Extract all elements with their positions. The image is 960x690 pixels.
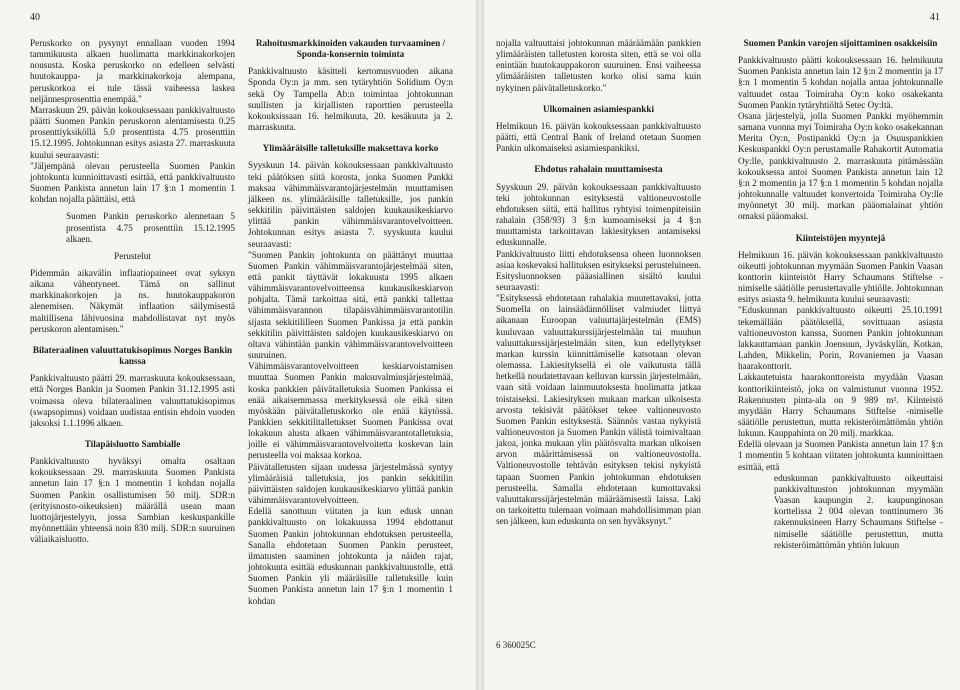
paragraph: "Esityksessä ehdotetaan rahalakia muutettavaksi, jotta Suomella on lainsäädännölliset valmiudet liittyä aikanaan Euroopan valuuttajärjestelmän (EMS) kuuluvaan valuuttakurssijärjestelmään tai muuhun valuuttakurssijärjestelmään siten, kun edellytykset markan kurssin kiinnittämiselle katsotaan olevan olemassa. Lakiesityksellä ei ole vaikutusta tällä hetkellä noudatettavaan kelluvan kurssin järjestelmään, vaan sitä voidaan lainmuutoksesta huolimatta jatkaa toistaiseksi. Lakiesityksen mukaan markan ulkoisesta arvosta tekisivät päätökset tekee valtioneuvosto Suomen Pankin esityksestä. Säännös vastaa nykyistä valtioneuvoston ja Suomen Pankin välistä toimivaltaan jakoa, jonka mukaan ylin päätösvalta markan ulkoisen arvon määrittämisessä on valtioneuvostolla. Valtioneuvostolle tehtävän esityksen tekisi nykyistä tapaan Suomen Pankin johtokunnan ehdotuksen perusteella. Samalla ehdotetaan kumottavaksi valuuttakurssijärjestelmän määräämisestä laissa. Laki on tarkoitettu tulemaan voimaan mahdollisimman pian sen jälkeen, kun eduskunta on sen hyväksynyt." — [496, 293, 701, 527]
page-number-right: 41 — [930, 12, 940, 23]
section-heading: Bilateraalinen valuuttatukisopimus Norges Bankin kanssa — [32, 344, 233, 367]
book-gutter — [476, 0, 484, 690]
paragraph: Pankkivaltuusto päätti kokouksessaan 16. helmikuuta Suomen Pankista annetun lain 12 §:n 2 momentin ja 17 §:n 1 momentin 5 kohdan nojalla antaa johtokunnalle valtuudet ostaa Toimiraha Oy:n koko osakekanta Suomen Pankin tytäryhtiöltä Setec Oy:ltä. — [738, 55, 943, 110]
paragraph: Päivätalletusten sijaan uudessa järjestelmässä syntyy ylimääräisiä talletuksia, jos pankin sekkitilin päivittäisten saldojen kuukausikeskiarvo ylittää pankin vähimmäisvarantovelvoitteen. — [248, 461, 453, 506]
section-heading: Suomen Pankin varojen sijoittaminen osakkeisiin — [743, 38, 938, 48]
column-2 — [248, 38, 453, 607]
paragraph: Vähimmäisvarantovelvoitteen keskiarvoistamisen muuttaa Suomen Pankin maksuvalmiusjärjestelmää, koska pankkien päivätalletuksia Suomen Pankissa ei enää aikaisemmassa merkityksessä ole eikä siten myöskään päivätalletuskorko ole enää käytössä. Pankkien sekkitilitalletukset Suomen Pankissa ovat lokakuun alusta alkaen vähimmäisvarantotalletuksia, joille ei vähimmäisvarantovelvoitetta koskevan lain perusteella voi maksaa korkoa. — [248, 361, 453, 461]
paragraph: nojalla valtuuttaisi johtokunnan määräämään pankkien ylimääräisten talletusten korosta siten, että se voi olla enintään huutokauppakoron suuruinen. Ensi vaiheessa ylimääräisten talletusten korko olisi sama kuin nykyinen päivätalletuskorko." — [496, 38, 701, 93]
paragraph: Osana järjestelyä, jolla Suomen Pankki myöhemmin samana vuonna myi Toimiraha Oy:n koko osakekannan Merita Oy:n, Postipankki Oy:n ja Osuuspankkien Keskuspankki Oy:n perustamalle Rahakortit Automatia Oy:lle, pankkivaltuusto 2. marraskuuta pitämässään kokouksessa antoi Suomen Pankista annetun lain 12 §:n 2 momentin ja 17 §:n 1 momentin 5 kohdan nojalla johtokunnalle valtuudet konvertoida Toimiraha Oy:lle myönnetyt 30 milj. markan pääomalainat yhtiön omaksi pääomaksi. — [738, 110, 943, 222]
section-heading: Kiinteistöjen myyntejä — [795, 232, 886, 243]
right-page — [484, 0, 960, 690]
paragraph: Pankkivaltuusto liitti ehdotuksensa oheen luonnoksen asiaa koskevaksi hallituksen esitykseksi perusteluineen. Esitysluonnoksen pääasiallinen sisältö kuului seuraavasti: — [496, 248, 701, 292]
column-3 — [496, 38, 701, 527]
paragraph: "Eduskunnan pankkivaltuusto oikeutti 25.10.1991 tekemällään päätöksellä, sovittuaan asiasta valtioneuvoston kanssa, Suomen Pankin johtokunnan lakkauttamaan pankin Joensuun, Jyväskylän, Kotkan, Lahden, Mikkelin, Porin, Rovaniemen ja Vaasan haarakonttorit. — [738, 305, 943, 372]
paragraph: Lakkautetuista haarakonttoreista myydään Vaasan konttorikiinteistö, joka on valmistunut vuonna 1952. Rakennusten pinta-ala on 9 989 m². Kiinteistö myydään Harry Schaumans Stiftelse -nimiselle säätiölle perustettun, mutta rekisteröimättömän yhtiön lukuun. Kauppahinta on 20 milj. markkaa. — [738, 372, 943, 439]
paragraph: Peruskorko on pysynyt ennallaan vuoden 1994 tammikuusta alkaen huolimatta markkinakorkojen noususta. Koska peruskorko on edelleen selvästi huutokauppa- ja markkinakorkoja alempana, peruskorkoa ei tule tässä vaiheessa laskea neljännesprosenttia enempää." — [30, 38, 235, 104]
paragraph: eduskunnan pankkivaltuusto oikeuttaisi pankkivaltuuston johtokunnan myymään Vaasan kaupungin 2. kaupunginosan korttelissa 2 004 olevan tonttinumero 36 rakennuksineen Harry Schaumans Stiftelse -nimiselle säätiölle perustettun, mutta rekisteröimättömän yhtiön lukuun — [774, 472, 943, 550]
paragraph: Pankkivaltuusto päätti 29. marraskuuta kokouksessaan, että Norges Bankin ja Suomen Pankin 31.12.1995 asti voimassa oleva bilateraalinen valuuttatukisopimus (swapsopimus) voidaan uudistaa entisin ehdoin vuoden jaksoksi 1.1.1996 alkaen. — [30, 373, 235, 428]
paragraph: Pidemmän aikavälin inflaatiopaineet ovat syksyn aikana vähentyneet. Tämä on sallinut markkinakorkojen ja ns. huutokauppakoron alenemisen. Näkymät inflaation säilymisestä maltillisena lähivuosina mahdollistavat nyt myös peruskoron alentamisen." — [30, 267, 235, 334]
paragraph: Helmikuun 16. päivän kokouksessaan pankkivaltuusto oikeutti johtokunnan myymään Suomen Pankin Vaasan konttorin kiinteistöt Harry Schaumans Stiftelse -nimiselle säätiölle perustettavalle yhtiölle. Johtokunnan esitys asiasta 9. helmikuuta kuului seuraavasti: — [738, 249, 943, 305]
paragraph: Helmikuun 16. päivän kokouksessaan pankkivaltuusto päätti, että Central Bank of Ireland otetaan Suomen Pankin ulkomaiseksi asiamiespankiksi. — [496, 120, 701, 154]
paragraph: "Suomen Pankin johtokunta on päättänyt muuttaa Suomen Pankin vähimmäisvarantojärjestelmää siten, että pankit täyttävät lokakuusta 1995 alkaen vähimmäisvarantovelvoitteensa kuukausikeskiarvon pohjalta. Tämä tarkoittaa sitä, että pankki tallettaa vähimmäisvarannon tilapäisvähimmäisvarantotilin sijasta sekkitililleen Suomen Pankissa ja että pankin sekkitilin päivittäisten saldojen kuukausikeskiarvo on oltava vähintään pankin vähimmäisvarantovelvoitteen suuruinen. — [248, 249, 453, 361]
paragraph: Pankkivaltuusto käsitteli kertomusvuoden aikana Sponda Oy:n ja mm. sen tytäryhtiön Solidium Oy:n sekä Oy Tampella Ab:n toimintaa johtokunnan suullisten ja kirjallisten raporttien perusteella kokouksissaan 16. helmikuuta, 20. kesäkuuta ja 2. marraskuuta. — [248, 66, 453, 133]
page-number-left: 40 — [30, 12, 40, 23]
paragraph: Syyskuun 14. päivän kokouksessaan pankkivaltuusto teki päätöksen siitä korosta, jonka Suomen Pankki maksaa vähimmäisvarantojärjestelmän muuttamisen jälkeen ns. ylimääräisille talletuksille, jos pankin sekkitilin päivittäisten saldojen kuukausikeskiarvo ylittää pankin vähimmäisvarantovelvoitteen. Johtokunnan esitys asiasta 7. syyskuuta kuului seuraavasti: — [248, 160, 453, 249]
section-heading: Ylimääräisille talletuksille maksettava korko — [262, 143, 439, 154]
paragraph: Edellä sanottuun viitaten ja kun edusk unnan pankkivaltuusto on lokakuussa 1994 ehdottanut Suomen Pankin johtokunnan ehdotuksen perusteella, Sanalla ehdotetaan Suomen Pankin perusteet, ilmatusten saaminen johtokunta ja näiden rajat, johtokunta esittää eduskunnan pankkivaltuustolle, että Suomen Pankin yli määräisille talletuksille kuin Suomen Pankista annetun lain 17 §:n 1 momentin 1 kohdan — [248, 506, 453, 606]
paragraph: Pankkivaltuusto hyväksyi omalta osaltaan kokouksessaan 29. marraskuuta Suomen Pankista annetun lain 17 §:n 1 momentin 1 kohdan nojalla Suomen Pankin osallistumisen 50 milj. SDR:n (erityisnosto-oikeuksien) määrällä usean maan luottojärjestelyyn, jossa Sambian keskuspankille myönnettään yhteensä noin 830 milj. SDR:n suuruinen väliaikaisluotto. — [30, 456, 235, 545]
paragraph: "Jäljempänä olevan perusteella Suomen Pankin johtokunta kunnioittavasti esittää, että pankkivaltuusto Suomen Pankista annetun lain 17 §:n 1 momentin 1 kohdan nojalla päättäisi, että — [30, 160, 235, 205]
section-heading: Tilapäisluotto Sambialle — [84, 439, 181, 449]
footer-code: 6 360025C — [496, 640, 536, 650]
paragraph: Syyskuun 29. päivän kokouksessaan pankkivaltuusto teki johtokunnan esityksestä valtioneuvostolle ehdotuksen siitä, että hallitus ryhtyisi toimenpiteisiin rahalain (358/93) 3 §:n kumoamiseksi ja 4 §:n muuttamista tarkoittavan lakiesityksen antamiseksi eduskunnalle. — [496, 181, 701, 248]
column-1 — [30, 38, 235, 545]
section-heading: Perustelut — [114, 250, 151, 261]
section-heading: Rahoitusmarkkinoiden vakauden turvaaminen / Sponda-konsernin toiminta — [255, 38, 446, 60]
paragraph: Edellä olevaan ja Suomen Pankista annetun lain 17 §:n 1 momentin 5 kohtaan viitaten johtokunta kunnioittaen esittää, että — [738, 439, 943, 472]
section-heading: Ehdotus rahalain muuttamisesta — [534, 164, 663, 175]
paragraph: Suomen Pankin peruskorko alennetaan 5 prosentista 4.75 prosenttiin 15.12.1995 alkaen. — [66, 211, 235, 244]
left-page — [0, 0, 476, 690]
column-4 — [738, 38, 943, 551]
section-heading: Ulkomainen asiamiespankki — [542, 103, 655, 114]
paragraph: Marraskuun 29. päivän kokouksessaan pankkivaltuusto päätti Suomen Pankin peruskoron alentamisesta 0.25 prosenttiyksiköllä 5.0 prosenttista 4.75 prosenttiin 15.12.1995. Johtokunnan esitys asiasta 27. marraskuuta kuului seuraavasti: — [30, 104, 235, 160]
